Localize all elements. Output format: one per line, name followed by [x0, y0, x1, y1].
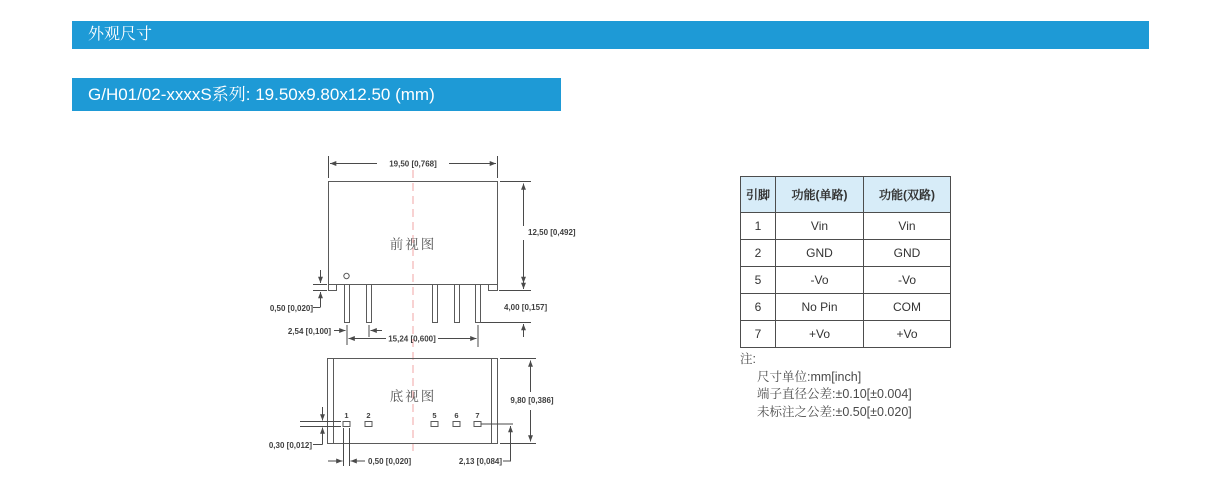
section-title-bar: 外观尺寸 [72, 21, 1149, 49]
dim-standoff-height [270, 270, 327, 313]
dim-pin-length [481, 276, 547, 337]
svg-text:0,50 [0,020]: 0,50 [0,020] [269, 304, 313, 313]
svg-text:0,50 [0,020]: 0,50 [0,020] [368, 457, 412, 466]
svg-text:6: 6 [454, 411, 459, 420]
dim-pad-width [328, 428, 411, 466]
pin1-indicator-circle [344, 273, 349, 278]
svg-text:2: 2 [366, 411, 371, 420]
table-row: 5 -Vo -Vo [741, 267, 951, 294]
svg-text:4,00 [0,157]: 4,00 [0,157] [504, 303, 548, 312]
bottom-view [328, 359, 514, 444]
front-view-label: 前视图 [389, 237, 437, 252]
table-row: 7 +Vo +Vo [741, 321, 951, 348]
svg-text:2,54 [0,100]: 2,54 [0,100] [287, 327, 331, 336]
table-row: 1 Vin Vin [741, 213, 951, 240]
dim-body-height [500, 182, 576, 284]
svg-text:7: 7 [475, 411, 480, 420]
note-general-tolerance: 未标注之公差:±0.50[±0.020] [757, 404, 912, 419]
note-pin-tolerance: 端子直径公差:±0.10[±0.004] [757, 387, 912, 401]
dim-body-depth [500, 359, 554, 444]
svg-text:1: 1 [344, 411, 349, 420]
svg-text:0,30 [0,012]: 0,30 [0,012] [268, 441, 312, 450]
table-row: 6 No Pin COM [741, 294, 951, 321]
svg-text:12,50 [0,492]: 12,50 [0,492] [528, 228, 576, 237]
svg-text:2,13 [0,084]: 2,13 [0,084] [458, 457, 502, 466]
dim-pin-to-edge [459, 426, 511, 466]
bottom-view-label: 底视图 [389, 389, 437, 404]
table-header-row [741, 177, 951, 213]
col-header-pin: 引脚 [741, 177, 776, 213]
bottom-view-pin-numbers [344, 411, 479, 420]
dim-pin-pitch [288, 325, 382, 345]
table-row: 2 GND GND [741, 240, 951, 267]
note-units: 尺寸单位:mm[inch] [757, 369, 862, 384]
notes-block [740, 351, 912, 421]
col-header-dual: 功能(双路) [864, 177, 951, 213]
svg-text:19,50 [0,768]: 19,50 [0,768] [389, 159, 437, 169]
notes-label: 注: [740, 352, 756, 366]
col-header-single: 功能(单路) [776, 177, 864, 213]
pin-function-table [740, 176, 951, 348]
svg-text:15,24 [0,600]: 15,24 [0,600] [388, 334, 436, 344]
series-dimensions-bar: G/H01/02-xxxxS系列: 19.50x9.80x12.50 (mm) [72, 78, 561, 111]
svg-text:5: 5 [432, 411, 437, 420]
bottom-view-pads [343, 422, 481, 427]
svg-text:9,80 [0,386]: 9,80 [0,386] [510, 396, 554, 405]
